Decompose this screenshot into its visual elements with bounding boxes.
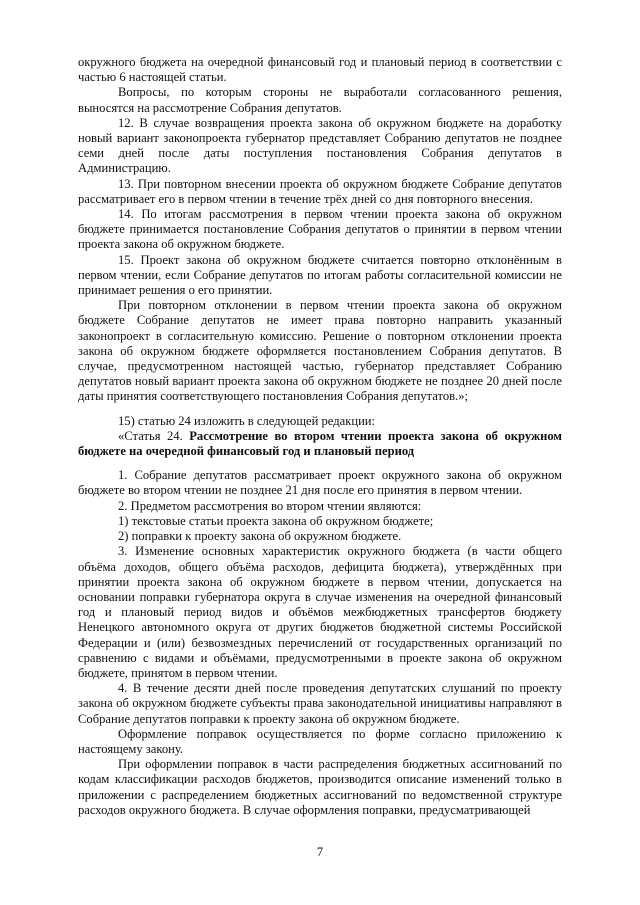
paragraph-amendment-classification: При оформлении поправок в части распределения бюджетных ассигнований по кодам классификации расходов бюджетов, производится описание изменений только в приложении с распределением бюджетных ассигнований по ведомственной структуре расходов окружного бюджета. В случае оформления поправки, предусматривающей xyxy=(78,757,562,817)
paragraph-article-3: 3. Изменение основных характеристик окружного бюджета (в части общего объёма доходов, общего объёма расходов, дефицита бюджета), утверждённых при принятии проекта закона об окружном бюджете в первом чтении, допускается на основании поправки губернатора округа в случае изменения на очередной финансовый год и плановый период видов и объёмов межбюджетных трансфертов бюджету Ненецкого автономного округа от других бюджетов бюджетной системы Российской Федерации и (или) безвозмездных перечислений от государственных организаций по сравнению с видами и объёмами, предусмотренными в проекте закона об окружном бюджете, принятом в первом чтении. xyxy=(78,544,562,680)
paragraph-item-15: 15. Проект закона об окружном бюджете считается повторно отклонённым в первом чтении, если Собрание депутатов по итогам работы согласительной комиссии не принимает решения о его принятии. xyxy=(78,252,562,298)
paragraph-amendment-15: 15) статью 24 изложить в следующей редакции: xyxy=(118,413,376,428)
paragraph-item-12: 12. В случае возвращения проекта закона об окружном бюджете на доработку новый вариант законопроекта губернатор представляет Собранию депутатов не позднее семи дней после даты поступления постановления Собрания депутатов в Администрацию. xyxy=(78,115,562,176)
paragraph-article-2-1: 1) текстовые статьи проекта закона об окружном бюджете; xyxy=(118,513,434,528)
paragraph-article-2: 2. Предметом рассмотрения во втором чтении являются: xyxy=(118,498,422,513)
page-number: 7 xyxy=(316,845,324,859)
paragraph-item-14: 14. По итогам рассмотрения в первом чтении проекта закона об окружном бюджете принимается постановление Собрания депутатов о принятии в первом чтении проекта закона об окружном бюджете. xyxy=(78,207,562,252)
article-heading-prefix: «Статья 24. xyxy=(118,428,190,443)
article-heading xyxy=(78,429,562,459)
paragraph-article-2-2: 2) поправки к проекту закона об окружном бюджете. xyxy=(118,529,402,544)
paragraph-amendment-form: Оформление поправок осуществляется по форме согласно приложению к настоящему закону. xyxy=(78,726,562,756)
paragraph-item-13: 13. При повторном внесении проекта об окружном бюджете Собрание депутатов рассматривает его в первом чтении в течение трёх дней со дня повторного внесения. xyxy=(78,176,562,206)
paragraph-questions: Вопросы, по которым стороны не выработали согласованного решения, выносятся на рассмотрение Собрания депутатов. xyxy=(78,85,562,115)
document-page xyxy=(78,55,562,818)
article-heading-title: Рассмотрение во втором чтении проекта закона об окружном бюджете на очередной финансовый год и плановый период xyxy=(78,428,562,459)
paragraph-repeat-rejection: При повторном отклонении в первом чтении проекта закона об окружном бюджете Собрание депутатов не имеет права повторно направить указанный законопроект в согласительную комиссию. Решение о повторном отклонении проекта закона об окружном бюджете оформляется постановлением Собрания депутатов. В случае, предусмотренном настоящей частью, губернатор представляет Собранию депутатов новый вариант проекта закона об окружном бюджете не позднее 20 дней после даты принятия соответствующего постановления Собрания депутатов.»; xyxy=(78,298,562,404)
paragraph-article-4: 4. В течение десяти дней после проведения депутатских слушаний по проекту закона об окружном бюджете субъекты права законодательной инициативы направляют в Собрание депутатов поправки к проекту закона об окружном бюджете. xyxy=(78,681,562,726)
paragraph-continuation: окружного бюджета на очередной финансовый год и плановый период в соответствии с частью 6 настоящей статьи. xyxy=(78,55,562,85)
paragraph-article-1: 1. Собрание депутатов рассматривает проект окружного закона об окружном бюджете во втором чтении не позднее 21 дня после его принятия в первом чтении. xyxy=(78,468,562,498)
